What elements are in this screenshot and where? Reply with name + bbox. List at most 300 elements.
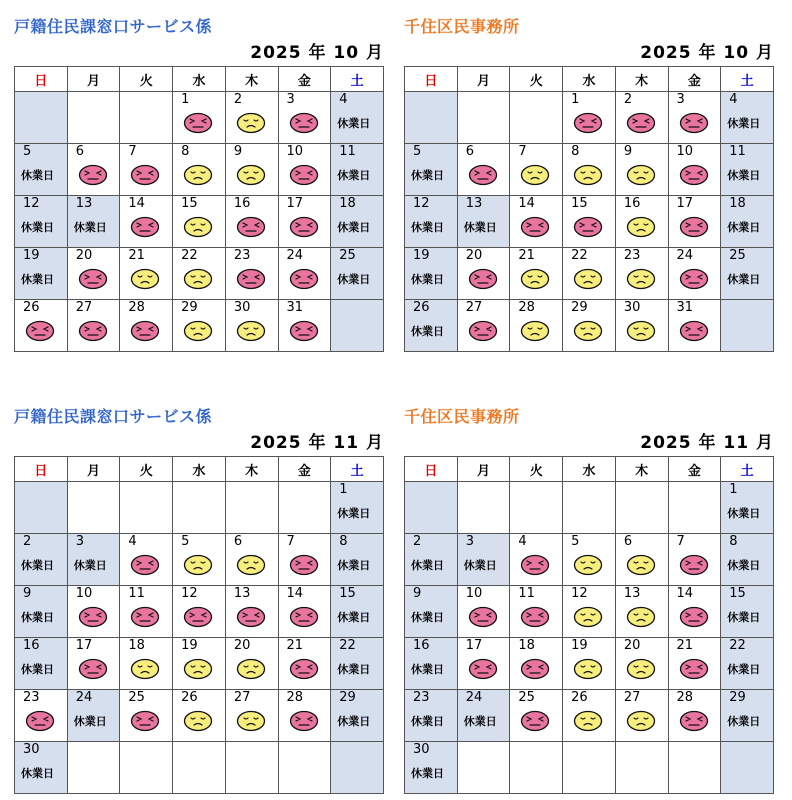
empty-day-cell	[15, 482, 68, 534]
day-cell	[173, 300, 226, 352]
day-cell	[510, 248, 563, 300]
day-number: 6	[465, 144, 474, 159]
weekday-sun: 日	[15, 457, 68, 482]
weekday-sun: 日	[15, 67, 68, 92]
day-cell	[615, 92, 668, 144]
normal-face-icon	[573, 658, 603, 680]
empty-day-cell	[563, 482, 616, 534]
calendar-week-row	[15, 92, 384, 144]
weekday-header-row	[15, 67, 384, 92]
calendar-week-row	[15, 248, 384, 300]
day-cell	[668, 196, 721, 248]
day-cell	[331, 690, 384, 742]
empty-day-cell	[563, 742, 616, 794]
holiday-label: 休業日	[727, 559, 761, 572]
day-cell	[331, 248, 384, 300]
normal-face-icon	[520, 268, 550, 290]
holiday-label: 休業日	[727, 507, 761, 520]
day-number: 20	[75, 248, 93, 263]
weekday-tue: 火	[120, 67, 173, 92]
holiday-label: 休業日	[73, 715, 107, 728]
holiday-label: 休業日	[337, 273, 371, 286]
weekday-mon: 月	[457, 67, 510, 92]
day-number: 16	[233, 196, 251, 211]
empty-day-cell	[331, 742, 384, 794]
normal-face-icon	[626, 658, 656, 680]
day-cell	[721, 482, 774, 534]
day-number: 2	[23, 534, 32, 549]
normal-face-icon	[183, 268, 213, 290]
day-number: 24	[75, 690, 93, 705]
day-cell	[563, 300, 616, 352]
month-title: 2025 年 11 月	[250, 433, 384, 453]
day-cell	[457, 144, 510, 196]
day-number: 10	[286, 144, 304, 159]
holiday-label: 休業日	[463, 559, 497, 572]
day-cell	[615, 144, 668, 196]
empty-day-cell	[615, 742, 668, 794]
day-number: 8	[729, 534, 738, 549]
weekday-header-row	[405, 67, 774, 92]
day-cell	[278, 638, 331, 690]
calendar-week-row	[405, 196, 774, 248]
day-number: 16	[23, 638, 40, 653]
normal-face-icon	[236, 164, 266, 186]
empty-day-cell	[721, 742, 774, 794]
empty-day-cell	[278, 742, 331, 794]
busy-face-icon	[520, 710, 550, 732]
day-cell	[331, 638, 384, 690]
day-cell	[721, 586, 774, 638]
day-number: 15	[181, 196, 198, 211]
empty-day-cell	[615, 482, 668, 534]
day-cell	[721, 638, 774, 690]
weekday-fri: 金	[668, 457, 721, 482]
day-cell	[278, 92, 331, 144]
empty-day-cell	[120, 482, 173, 534]
day-cell	[668, 144, 721, 196]
day-number: 25	[128, 690, 145, 705]
day-number: 15	[339, 586, 356, 601]
holiday-label: 休業日	[21, 169, 54, 182]
calendar-week-row	[405, 638, 774, 690]
day-number: 23	[623, 248, 641, 263]
busy-face-icon	[183, 606, 213, 628]
day-cell	[225, 92, 278, 144]
day-number: 21	[676, 638, 694, 653]
busy-face-icon	[289, 554, 319, 576]
day-number: 5	[23, 144, 32, 159]
busy-face-icon	[289, 606, 319, 628]
day-cell	[457, 534, 510, 586]
holiday-label: 休業日	[727, 715, 761, 728]
weekday-wed: 水	[173, 67, 226, 92]
day-cell	[721, 92, 774, 144]
calendar-week-row	[15, 144, 384, 196]
day-cell	[721, 690, 774, 742]
calendar-block	[14, 404, 384, 796]
holiday-label: 休業日	[337, 663, 371, 676]
day-cell	[120, 638, 173, 690]
day-number: 17	[286, 196, 304, 211]
normal-face-icon	[183, 164, 213, 186]
calendar-week-row	[405, 144, 774, 196]
day-cell	[510, 638, 563, 690]
calendar-week-row	[15, 196, 384, 248]
day-number: 3	[676, 92, 685, 107]
empty-day-cell	[173, 482, 226, 534]
weekday-sat: 土	[721, 67, 774, 92]
calendar-table	[404, 66, 774, 352]
busy-face-icon	[130, 554, 160, 576]
empty-day-cell	[510, 92, 563, 144]
busy-face-icon	[468, 658, 498, 680]
normal-face-icon	[130, 268, 160, 290]
day-cell	[668, 92, 721, 144]
day-number: 21	[128, 248, 145, 263]
day-cell	[67, 144, 120, 196]
day-cell	[405, 196, 458, 248]
office-title: 千住区民事務所	[404, 407, 520, 426]
busy-face-icon	[289, 658, 319, 680]
normal-face-icon	[573, 710, 603, 732]
busy-face-icon	[679, 112, 709, 134]
day-cell	[721, 196, 774, 248]
holiday-label: 休業日	[727, 273, 761, 286]
busy-face-icon	[236, 268, 266, 290]
holiday-label: 休業日	[727, 611, 761, 624]
day-number: 11	[729, 144, 746, 159]
day-cell	[67, 300, 120, 352]
day-cell	[668, 248, 721, 300]
day-number: 13	[75, 196, 93, 211]
day-number: 25	[339, 248, 356, 263]
normal-face-icon	[626, 216, 656, 238]
day-number: 29	[729, 690, 746, 705]
calendar-week-row	[405, 690, 774, 742]
busy-face-icon	[573, 216, 603, 238]
day-cell	[331, 586, 384, 638]
month-title: 2025 年 10 月	[640, 43, 774, 63]
weekday-sun: 日	[405, 457, 458, 482]
normal-face-icon	[573, 554, 603, 576]
day-number: 20	[465, 248, 483, 263]
day-cell	[405, 638, 458, 690]
day-cell	[331, 92, 384, 144]
busy-face-icon	[78, 658, 108, 680]
holiday-label: 休業日	[21, 663, 54, 676]
weekday-header-row	[405, 457, 774, 482]
day-cell	[510, 586, 563, 638]
calendar-week-row	[405, 248, 774, 300]
day-number: 19	[571, 638, 588, 653]
normal-face-icon	[520, 320, 550, 342]
busy-face-icon	[679, 268, 709, 290]
holiday-label: 休業日	[411, 611, 444, 624]
day-number: 24	[676, 248, 694, 263]
normal-face-icon	[626, 710, 656, 732]
busy-face-icon	[679, 164, 709, 186]
day-number: 3	[465, 534, 474, 549]
normal-face-icon	[626, 554, 656, 576]
day-number: 3	[286, 92, 295, 107]
day-cell	[278, 300, 331, 352]
holiday-label: 休業日	[73, 221, 107, 234]
day-number: 13	[233, 586, 251, 601]
weekday-wed: 水	[173, 457, 226, 482]
day-cell	[668, 638, 721, 690]
day-number: 22	[729, 638, 746, 653]
day-number: 11	[128, 586, 145, 601]
day-number: 4	[729, 92, 738, 107]
day-number: 14	[128, 196, 145, 211]
busy-face-icon	[130, 320, 160, 342]
holiday-label: 休業日	[21, 221, 54, 234]
day-number: 26	[23, 300, 40, 315]
day-cell	[225, 586, 278, 638]
day-number: 8	[339, 534, 348, 549]
day-cell	[15, 196, 68, 248]
holiday-label: 休業日	[411, 221, 444, 234]
day-number: 6	[623, 534, 633, 549]
busy-face-icon	[78, 320, 108, 342]
day-number: 31	[286, 300, 304, 315]
empty-day-cell	[457, 92, 510, 144]
empty-day-cell	[67, 92, 120, 144]
day-cell	[457, 586, 510, 638]
busy-face-icon	[78, 268, 108, 290]
holiday-label: 休業日	[21, 767, 54, 780]
day-number: 18	[128, 638, 145, 653]
holiday-label: 休業日	[411, 169, 444, 182]
day-number: 16	[623, 196, 641, 211]
normal-face-icon	[573, 606, 603, 628]
calendar-week-row	[15, 638, 384, 690]
empty-day-cell	[457, 742, 510, 794]
day-cell	[67, 196, 120, 248]
calendar-table	[14, 456, 384, 794]
day-cell	[225, 300, 278, 352]
holiday-label: 休業日	[727, 221, 761, 234]
day-cell	[405, 534, 458, 586]
normal-face-icon	[626, 268, 656, 290]
holiday-label: 休業日	[411, 663, 444, 676]
day-number: 10	[676, 144, 694, 159]
calendar-week-row	[15, 534, 384, 586]
day-cell	[721, 534, 774, 586]
normal-face-icon	[236, 658, 266, 680]
busy-face-icon	[679, 320, 709, 342]
normal-face-icon	[626, 164, 656, 186]
empty-day-cell	[120, 92, 173, 144]
busy-face-icon	[520, 554, 550, 576]
busy-face-icon	[573, 112, 603, 134]
day-cell	[225, 534, 278, 586]
day-cell	[225, 638, 278, 690]
day-cell	[120, 300, 173, 352]
day-cell	[278, 248, 331, 300]
busy-face-icon	[130, 606, 160, 628]
day-number: 22	[181, 248, 198, 263]
calendar-week-row	[405, 482, 774, 534]
weekday-wed: 水	[563, 67, 616, 92]
holiday-label: 休業日	[411, 325, 444, 338]
busy-face-icon	[236, 606, 266, 628]
day-number: 18	[339, 196, 356, 211]
day-number: 12	[23, 196, 40, 211]
normal-face-icon	[626, 606, 656, 628]
day-number: 1	[339, 482, 348, 497]
day-number: 1	[729, 482, 738, 497]
day-number: 4	[128, 534, 137, 549]
day-number: 19	[413, 248, 430, 263]
day-number: 27	[233, 690, 251, 705]
day-number: 15	[729, 586, 746, 601]
weekday-mon: 月	[457, 457, 510, 482]
empty-day-cell	[405, 482, 458, 534]
busy-face-icon	[78, 164, 108, 186]
day-cell	[278, 144, 331, 196]
calendar-table	[14, 66, 384, 352]
day-cell	[405, 690, 458, 742]
weekday-mon: 月	[67, 457, 120, 482]
day-cell	[173, 196, 226, 248]
day-number: 8	[181, 144, 190, 159]
holiday-label: 休業日	[337, 169, 371, 182]
weekday-tue: 火	[510, 457, 563, 482]
busy-face-icon	[679, 658, 709, 680]
normal-face-icon	[183, 320, 213, 342]
day-number: 25	[518, 690, 535, 705]
day-number: 23	[23, 690, 40, 705]
day-number: 6	[75, 144, 84, 159]
day-cell	[510, 300, 563, 352]
day-number: 28	[128, 300, 145, 315]
day-number: 7	[676, 534, 685, 549]
day-number: 12	[413, 196, 430, 211]
day-cell	[615, 586, 668, 638]
day-number: 7	[128, 144, 137, 159]
calendar-block	[404, 404, 774, 796]
day-number: 13	[465, 196, 483, 211]
day-cell	[331, 534, 384, 586]
day-cell	[405, 248, 458, 300]
day-number: 6	[233, 534, 243, 549]
day-number: 30	[413, 742, 430, 757]
empty-day-cell	[721, 300, 774, 352]
busy-face-icon	[468, 268, 498, 290]
weekday-wed: 水	[563, 457, 616, 482]
calendar-week-row	[405, 300, 774, 352]
normal-face-icon	[130, 658, 160, 680]
busy-face-icon	[289, 216, 319, 238]
weekday-thu: 木	[225, 457, 278, 482]
day-cell	[173, 144, 226, 196]
day-cell	[225, 144, 278, 196]
empty-day-cell	[510, 482, 563, 534]
day-number: 9	[413, 586, 422, 601]
holiday-label: 休業日	[337, 715, 371, 728]
weekday-fri: 金	[668, 67, 721, 92]
day-number: 21	[518, 248, 535, 263]
weekday-fri: 金	[278, 67, 331, 92]
day-cell	[331, 144, 384, 196]
holiday-label: 休業日	[73, 559, 107, 572]
day-number: 29	[339, 690, 356, 705]
day-cell	[510, 196, 563, 248]
weekday-sun: 日	[405, 67, 458, 92]
busy-face-icon	[183, 112, 213, 134]
weekday-header-row	[15, 457, 384, 482]
weekday-sat: 土	[331, 457, 384, 482]
day-number: 19	[23, 248, 40, 263]
busy-face-icon	[289, 320, 319, 342]
day-number: 13	[623, 586, 641, 601]
holiday-label: 休業日	[463, 221, 497, 234]
empty-day-cell	[67, 742, 120, 794]
day-number: 20	[233, 638, 251, 653]
holiday-label: 休業日	[337, 611, 371, 624]
day-number: 23	[413, 690, 430, 705]
day-cell	[120, 690, 173, 742]
day-number: 18	[518, 638, 535, 653]
normal-face-icon	[236, 320, 266, 342]
day-cell	[563, 92, 616, 144]
day-number: 26	[571, 690, 588, 705]
normal-face-icon	[236, 554, 266, 576]
day-cell	[67, 638, 120, 690]
day-cell	[225, 196, 278, 248]
day-cell	[615, 300, 668, 352]
busy-face-icon	[468, 320, 498, 342]
day-cell	[225, 690, 278, 742]
day-cell	[15, 144, 68, 196]
day-cell	[15, 248, 68, 300]
normal-face-icon	[236, 710, 266, 732]
day-cell	[173, 92, 226, 144]
day-number: 16	[413, 638, 430, 653]
day-number: 19	[181, 638, 198, 653]
day-number: 11	[339, 144, 356, 159]
empty-day-cell	[15, 92, 68, 144]
weekday-thu: 木	[225, 67, 278, 92]
busy-face-icon	[78, 606, 108, 628]
day-cell	[15, 638, 68, 690]
day-number: 9	[233, 144, 243, 159]
holiday-label: 休業日	[337, 117, 371, 130]
day-cell	[510, 144, 563, 196]
weekday-thu: 木	[615, 457, 668, 482]
day-cell	[615, 248, 668, 300]
empty-day-cell	[510, 742, 563, 794]
day-number: 24	[286, 248, 304, 263]
busy-face-icon	[679, 710, 709, 732]
weekday-mon: 月	[67, 67, 120, 92]
normal-face-icon	[626, 320, 656, 342]
normal-face-icon	[520, 164, 550, 186]
empty-day-cell	[405, 92, 458, 144]
day-cell	[563, 586, 616, 638]
day-cell	[278, 196, 331, 248]
weekday-fri: 金	[278, 457, 331, 482]
busy-face-icon	[289, 112, 319, 134]
empty-day-cell	[457, 482, 510, 534]
day-number: 21	[286, 638, 304, 653]
day-number: 7	[518, 144, 527, 159]
day-cell	[15, 534, 68, 586]
day-number: 14	[518, 196, 535, 211]
day-number: 12	[181, 586, 198, 601]
